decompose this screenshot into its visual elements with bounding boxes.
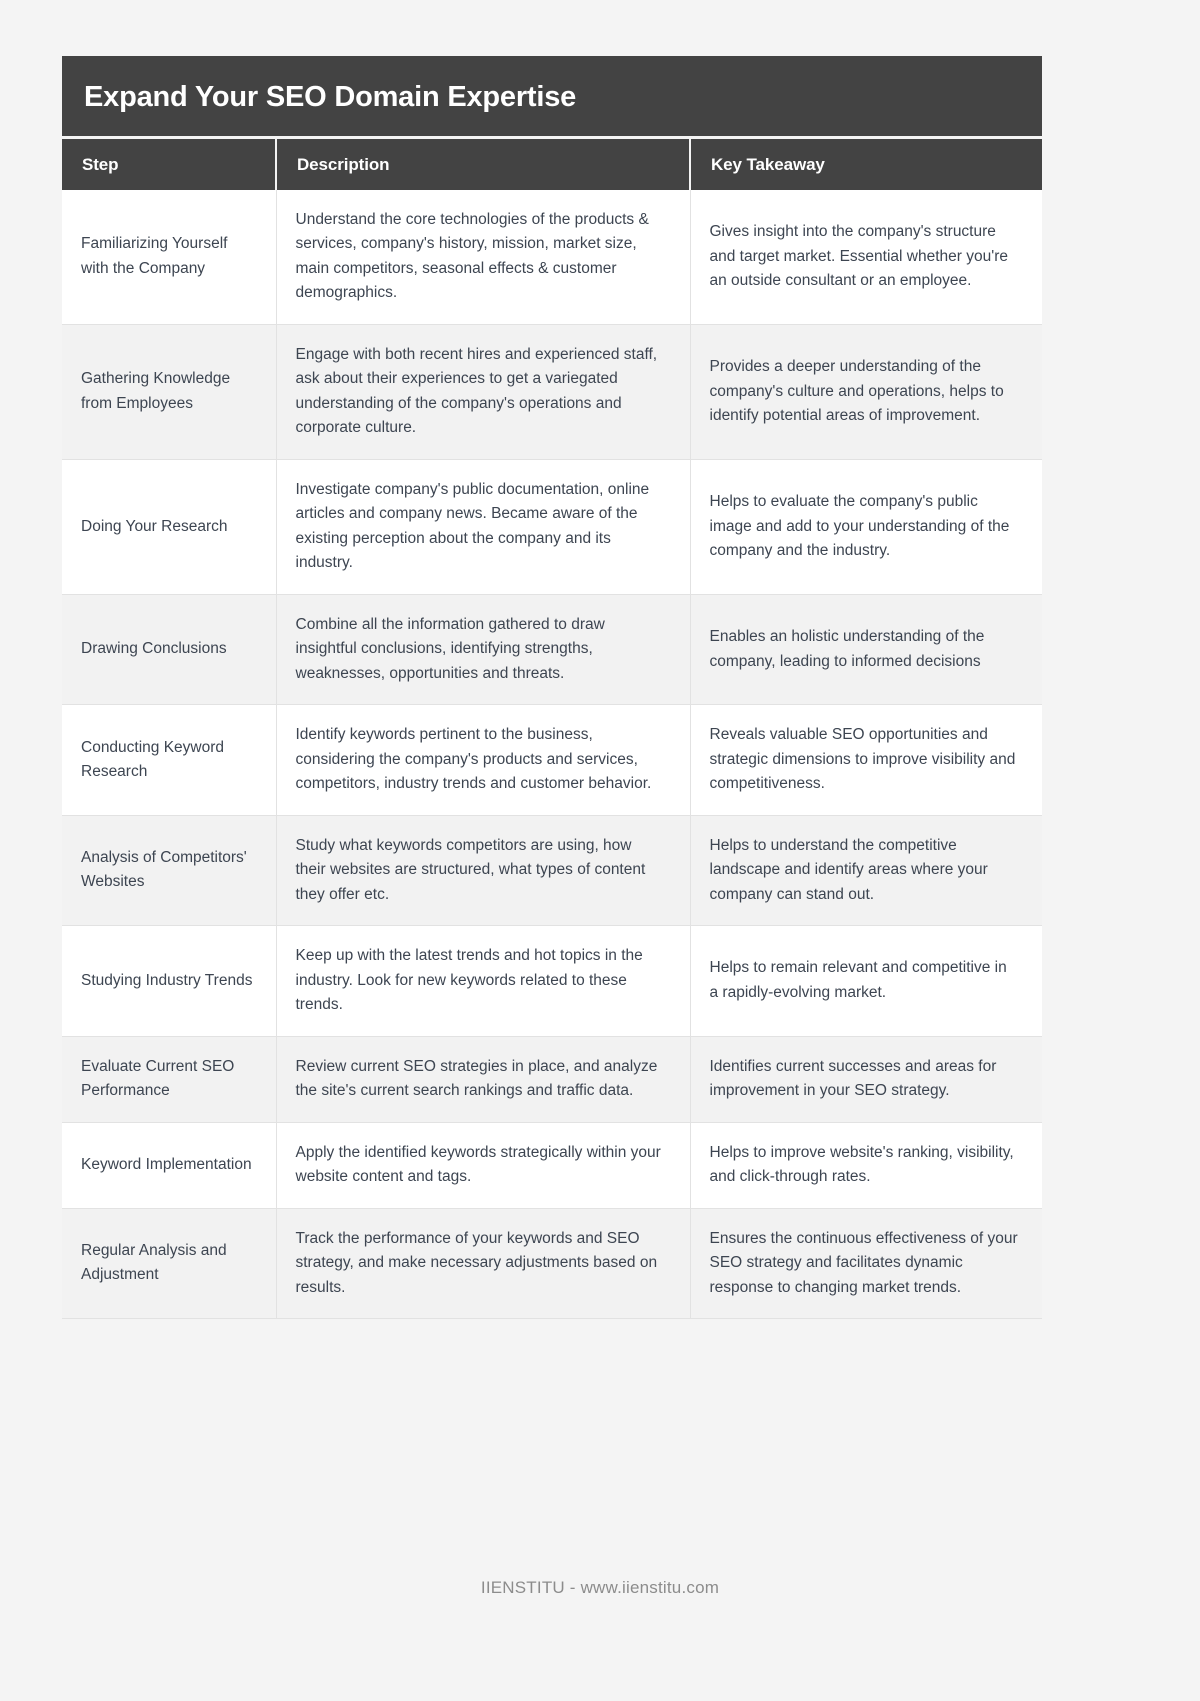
table-row <box>62 926 1042 1036</box>
table-row <box>62 1036 1042 1122</box>
cell-key-takeaway: Provides a deeper understanding of the company's culture and operations, helps to identify potential areas of improvement. <box>690 324 1042 459</box>
table-body <box>62 190 1042 1319</box>
table-header <box>62 138 1042 191</box>
table-row <box>62 815 1042 925</box>
cell-key-takeaway: Helps to understand the competitive landscape and identify areas where your company can stand out. <box>690 815 1042 925</box>
cell-step: Conducting Keyword Research <box>62 705 276 815</box>
seo-steps-table <box>62 136 1042 1319</box>
cell-step: Doing Your Research <box>62 459 276 594</box>
cell-key-takeaway: Helps to improve website's ranking, visibility, and click-through rates. <box>690 1122 1042 1208</box>
cell-key-takeaway: Reveals valuable SEO opportunities and strategic dimensions to improve visibility and competitiveness. <box>690 705 1042 815</box>
cell-step: Familiarizing Yourself with the Company <box>62 190 276 324</box>
cell-step: Evaluate Current SEO Performance <box>62 1036 276 1122</box>
column-header-step: Step <box>62 138 276 191</box>
cell-key-takeaway: Identifies current successes and areas for improvement in your SEO strategy. <box>690 1036 1042 1122</box>
cell-description: Identify keywords pertinent to the business, considering the company's products and services, competitors, industry trends and customer behavior. <box>276 705 690 815</box>
cell-step: Gathering Knowledge from Employees <box>62 324 276 459</box>
cell-key-takeaway: Helps to evaluate the company's public image and add to your understanding of the company and the industry. <box>690 459 1042 594</box>
cell-description: Review current SEO strategies in place, and analyze the site's current search rankings and traffic data. <box>276 1036 690 1122</box>
cell-step: Regular Analysis and Adjustment <box>62 1208 276 1318</box>
table-row <box>62 1122 1042 1208</box>
cell-step: Keyword Implementation <box>62 1122 276 1208</box>
cell-step: Studying Industry Trends <box>62 926 276 1036</box>
cell-key-takeaway: Gives insight into the company's structure and target market. Essential whether you're an outside consultant or an employee. <box>690 190 1042 324</box>
cell-description: Study what keywords competitors are using, how their websites are structured, what types of content they offer etc. <box>276 815 690 925</box>
table-row <box>62 459 1042 594</box>
column-header-description: Description <box>276 138 690 191</box>
cell-description: Investigate company's public documentation, online articles and company news. Became aware of the existing perception about the company and its industry. <box>276 459 690 594</box>
table-row <box>62 594 1042 704</box>
table-row <box>62 705 1042 815</box>
cell-description: Understand the core technologies of the products & services, company's history, mission, market size, main competitors, seasonal effects & customer demographics. <box>276 190 690 324</box>
cell-step: Drawing Conclusions <box>62 594 276 704</box>
cell-step: Analysis of Competitors' Websites <box>62 815 276 925</box>
column-header-key-takeaway: Key Takeaway <box>690 138 1042 191</box>
page-title: Expand Your SEO Domain Expertise <box>62 56 1042 136</box>
cell-description: Track the performance of your keywords and SEO strategy, and make necessary adjustments based on results. <box>276 1208 690 1318</box>
cell-description: Apply the identified keywords strategically within your website content and tags. <box>276 1122 690 1208</box>
cell-description: Engage with both recent hires and experienced staff, ask about their experiences to get a variegated understanding of the company's operations and corporate culture. <box>276 324 690 459</box>
cell-key-takeaway: Ensures the continuous effectiveness of your SEO strategy and facilitates dynamic response to changing market trends. <box>690 1208 1042 1318</box>
table-header-row <box>62 138 1042 191</box>
seo-table-container <box>62 56 1042 1319</box>
cell-key-takeaway: Helps to remain relevant and competitive in a rapidly-evolving market. <box>690 926 1042 1036</box>
cell-key-takeaway: Enables an holistic understanding of the company, leading to informed decisions <box>690 594 1042 704</box>
table-row <box>62 324 1042 459</box>
cell-description: Keep up with the latest trends and hot topics in the industry. Look for new keywords related to these trends. <box>276 926 690 1036</box>
table-row <box>62 1208 1042 1318</box>
cell-description: Combine all the information gathered to draw insightful conclusions, identifying strengths, weaknesses, opportunities and threats. <box>276 594 690 704</box>
footer-branding: IIENSTITU - www.iienstitu.com <box>480 1578 720 1597</box>
table-row <box>62 190 1042 324</box>
